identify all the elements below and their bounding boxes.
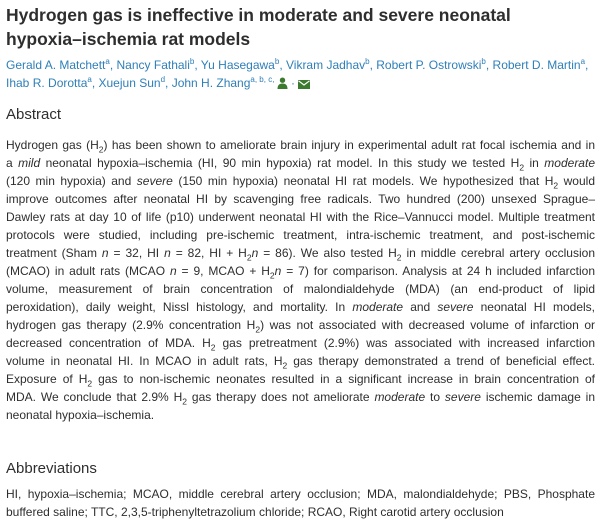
text-run: n bbox=[169, 264, 177, 278]
text-run: = 32, HI bbox=[108, 246, 165, 260]
text-run: moderate bbox=[544, 156, 595, 170]
author-link[interactable] bbox=[286, 58, 370, 72]
text-run: a bbox=[6, 156, 19, 170]
author-name: Ihab R. Dorotta bbox=[6, 76, 88, 90]
title-line: Hydrogen gas is ineffective in moderate and severe neonatal bbox=[6, 5, 511, 25]
text-run: = 9, MCAO + H bbox=[176, 264, 270, 278]
article-title bbox=[6, 3, 594, 51]
text-run: Exposure of H bbox=[6, 372, 88, 386]
text-run: gas to non-ischemic neonates resulted in a significant increase in brain concentration of bbox=[92, 372, 595, 386]
abstract-line bbox=[6, 316, 595, 334]
text-run: decreased concentration of MDA. H bbox=[6, 336, 211, 350]
author-name: John H. Zhang bbox=[171, 76, 251, 90]
text-run: 2 bbox=[98, 144, 104, 155]
text-run: HI, hypoxia–ischemia; MCAO, middle cerebral artery occlusion; MDA, malondialdehyde; PBS, Phosphate bbox=[6, 487, 595, 501]
author-name: Vikram Jadhav bbox=[285, 58, 366, 72]
abstract-line bbox=[6, 280, 595, 298]
author-link[interactable] bbox=[6, 76, 92, 90]
abbreviations-line bbox=[6, 485, 595, 503]
text-run: 2 bbox=[519, 162, 525, 173]
affiliation-sup[interactable]: b bbox=[274, 57, 280, 66]
abstract-line bbox=[6, 154, 595, 172]
affiliation-sup[interactable]: b bbox=[365, 57, 370, 66]
text-run: would bbox=[558, 174, 595, 188]
author-name: Xuejun Sun bbox=[98, 76, 161, 90]
affiliation-sup[interactable]: d bbox=[160, 75, 166, 84]
author-name: Robert D. Martin bbox=[492, 58, 581, 72]
text-run: severe bbox=[136, 174, 173, 188]
abstract-line bbox=[6, 370, 595, 388]
abstract-line bbox=[6, 136, 595, 154]
text-run: neonatal hypoxia–ischemia. bbox=[6, 408, 155, 422]
text-run: and bbox=[403, 300, 438, 314]
text-run: 2 bbox=[255, 324, 261, 335]
text-run: moderate bbox=[352, 300, 404, 314]
separator: · bbox=[287, 76, 299, 90]
text-run: 2 bbox=[210, 342, 216, 353]
text-run: gas therapy demonstrated a trend of beneficial effect. bbox=[287, 354, 595, 368]
author-link[interactable] bbox=[117, 58, 195, 72]
author-link[interactable] bbox=[201, 58, 280, 72]
text-run: 2 bbox=[553, 180, 559, 191]
affiliation-sup[interactable]: b bbox=[189, 57, 195, 66]
text-run: in bbox=[524, 156, 545, 170]
text-run: buffered saline; TTC, 2,3,5-triphenyltetrazolium chloride; RCAO, Right carotid artery occlusion bbox=[6, 505, 504, 519]
abstract-line bbox=[6, 262, 595, 280]
author-link[interactable] bbox=[376, 58, 486, 72]
text-run: 2 bbox=[182, 396, 188, 407]
text-run: n bbox=[164, 246, 171, 260]
abstract-line bbox=[6, 226, 595, 244]
title-line: hypoxia–ischemia rat models bbox=[6, 29, 251, 49]
text-run: n bbox=[251, 246, 259, 260]
text-run: volume in neonatal HI. In MCAO in adult rats, H bbox=[6, 354, 283, 368]
text-run: Dawley rats at day 10 of life (p10) underwent neonatal HI with the Rice–Vannucci model. Multiple treatment bbox=[6, 210, 595, 224]
text-run: 2 bbox=[87, 378, 93, 389]
text-run: gas pretreatment (2.9%) was associated with increased infarction bbox=[215, 336, 595, 350]
text-run: gas therapy does not ameliorate bbox=[187, 390, 375, 404]
text-run: 2 bbox=[269, 270, 275, 281]
text-run: severe bbox=[437, 300, 474, 314]
abstract-line bbox=[6, 406, 595, 424]
author-name: Yu Hasegawa bbox=[200, 58, 275, 72]
author-link[interactable] bbox=[172, 76, 277, 90]
text-run: treatment (Sham bbox=[6, 246, 102, 260]
text-run: 2 bbox=[396, 252, 402, 263]
text-run: 2 bbox=[282, 360, 288, 371]
author-list: Gerald A. Matchett$^a$, Nancy Fathali$^b$, Yu Hasegawa$^b$, Vikram Jadhav$^b$, Robert P. Ostrowski$^b$, Robert D. Martin$^a$, Ihab R. Dorotta$^a$, Xuejun Sun$^d$, John H. Zhang$^{a, b, c,}$ · bbox=[6, 56, 594, 94]
text-run: = 82, HI + H bbox=[170, 246, 247, 260]
person-icon[interactable] bbox=[277, 76, 288, 94]
text-run: Hydrogen gas (H bbox=[6, 138, 99, 152]
text-run: improve outcomes after neonatal HI by scavenging free radicals. Two hundred (200) unsexed Sprague– bbox=[6, 192, 595, 206]
text-run: to bbox=[425, 390, 445, 404]
abbreviations-line bbox=[6, 503, 595, 521]
text-run: severe bbox=[444, 390, 481, 404]
text-run: n bbox=[101, 246, 109, 260]
text-run: mild bbox=[18, 156, 41, 170]
abstract-text bbox=[6, 136, 595, 424]
abstract-line bbox=[6, 208, 595, 226]
text-run: peroxidation), daily weight, Nissl histology, and mortality. In bbox=[6, 300, 353, 314]
abstract-heading: Abstract bbox=[6, 106, 62, 123]
text-run: (120 min hypoxia) and bbox=[6, 174, 137, 188]
text-run: (MCAO) in adult rats (MCAO bbox=[6, 264, 170, 278]
abstract-line bbox=[6, 298, 595, 316]
text-run: = 86). We also tested H bbox=[258, 246, 397, 260]
abbreviations-heading: Abbreviations bbox=[6, 460, 97, 477]
text-run: MDA. We conclude that 2.9% H bbox=[6, 390, 183, 404]
text-run: moderate bbox=[374, 390, 426, 404]
abstract-line bbox=[6, 334, 595, 352]
author-name: Robert P. Ostrowski bbox=[376, 58, 482, 72]
affiliation-sup[interactable]: a, b, c, bbox=[250, 75, 277, 84]
text-run: ischemic damage in bbox=[480, 390, 595, 404]
text-run: neonatal hypoxia–ischemia (HI, 90 min hypoxia) rat model. In this study we tested H bbox=[40, 156, 520, 170]
mail-icon[interactable] bbox=[298, 76, 310, 94]
abstract-line bbox=[6, 244, 595, 262]
author-name: Nancy Fathali bbox=[116, 58, 190, 72]
text-run: = 7) for comparison. Analysis at 24 h included infarction bbox=[281, 264, 596, 278]
abbreviations-text bbox=[6, 485, 595, 521]
text-run: in middle cerebral artery occlusion bbox=[401, 246, 595, 260]
text-run: protocols were studied, including pre-ischemic treatment, intra-ischemic treatment, and post-ischemic bbox=[6, 228, 595, 242]
text-run: hydrogen gas therapy (2.9% concentration H bbox=[6, 318, 256, 332]
author-link[interactable] bbox=[493, 58, 585, 72]
text-run: 2 bbox=[246, 252, 252, 263]
author-link[interactable] bbox=[99, 76, 166, 90]
affiliation-sup[interactable]: a bbox=[105, 57, 110, 66]
abstract-line bbox=[6, 172, 595, 190]
text-run: (150 min hypoxia) neonatal HI rat models. We hypothesized that H bbox=[172, 174, 554, 188]
abstract-line bbox=[6, 388, 595, 406]
affiliation-sup[interactable]: a bbox=[580, 57, 586, 66]
author-link[interactable] bbox=[6, 58, 110, 72]
abstract-line bbox=[6, 352, 595, 370]
text-run: volume, measurement of brain concentration of malondialdehyde (MDA) (an end-product of lipid bbox=[6, 282, 595, 296]
text-run: neonatal HI models, bbox=[473, 300, 595, 314]
abstract-line bbox=[6, 190, 595, 208]
text-run: ) has been shown to ameliorate brain injury in experimental adult rat focal ischemia and in bbox=[103, 138, 595, 152]
affiliation-sup[interactable]: b bbox=[481, 57, 486, 66]
affiliation-sup[interactable]: a bbox=[87, 75, 92, 84]
text-run: ) was not associated with decreased volume of infarction or bbox=[260, 318, 595, 332]
text-run: n bbox=[274, 264, 282, 278]
author-name: Gerald A. Matchett bbox=[6, 58, 106, 72]
